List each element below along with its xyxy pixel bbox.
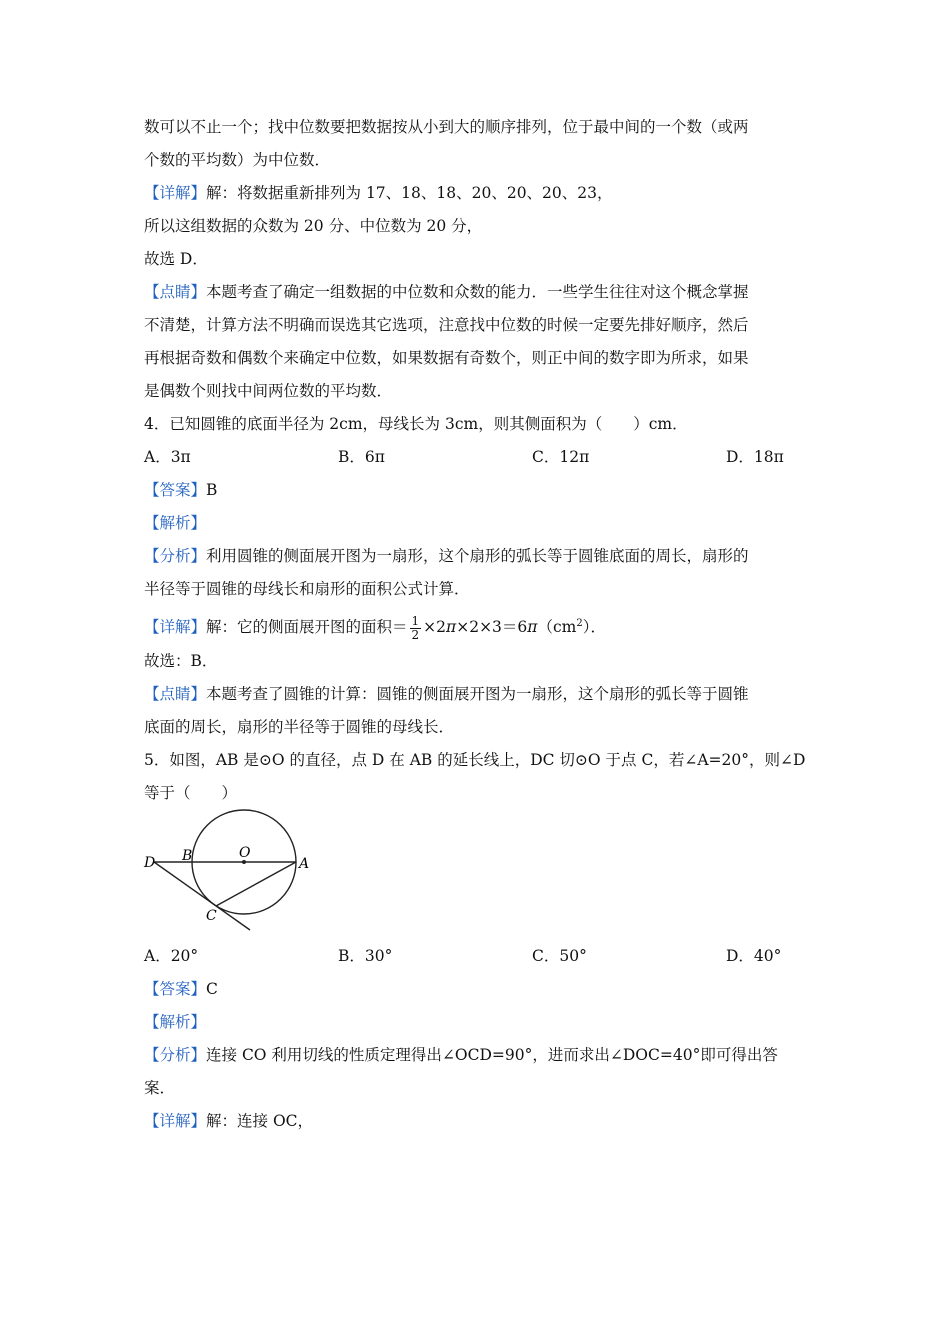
q4-option-c: C．12π xyxy=(532,448,590,466)
text-line: 个数的平均数）为中位数． xyxy=(144,151,331,169)
section-tag: 【详解】 xyxy=(144,618,207,637)
section-tag: 【详解】 xyxy=(144,184,207,202)
chord-ca xyxy=(216,862,296,906)
question-5-stem: 5．如图，AB 是⊙O 的直径，点 D 在 AB 的延长线上，DC 切⊙O 于点 C，若∠A=20°，则∠D xyxy=(144,751,806,769)
text-line: 再根据奇数和偶数个来确定中位数，如果数据有奇数个，则正中间的数字即为所求，如果 xyxy=(144,349,749,367)
question-4-stem: 4．已知圆锥的底面半径为 2cm，母线长为 3cm，则其侧面积为（ ）cm． xyxy=(144,415,688,433)
label-a: A xyxy=(299,856,310,872)
label-c: C xyxy=(206,908,217,924)
fraction: $\frac{1}{2}$ xyxy=(411,613,420,642)
text-line: 是偶数个则找中间两位数的平均数． xyxy=(144,382,393,400)
q4-dianjing: 【点睛】本题考查了圆锥的计算：圆锥的侧面展开图为一扇形，这个扇形的弧长等于圆锥 xyxy=(144,685,749,703)
section-tag: 【分析】 xyxy=(144,1046,207,1064)
q4-answer: 【答案】B xyxy=(144,481,218,499)
q5-option-b: B．30° xyxy=(338,947,393,965)
q4-option-a: A．3π xyxy=(144,448,191,466)
q4-detail: 【详解】解：它的侧面展开图的面积＝ $\frac{1}{2}$ $\times 2\pi\times 2\times 3=6\pi(cm^2)$． xyxy=(144,613,606,642)
label-d: D xyxy=(144,855,156,871)
text-line: 【点睛】本题考查了确定一组数据的中位数和众数的能力．一些学生往往对这个概念掌握 xyxy=(144,283,749,301)
text-line: 【详解】解：将数据重新排列为 17、18、18、20、20、20、23， xyxy=(144,184,613,202)
q5-fenxi: 【分析】连接 CO 利用切线的性质定理得出∠OCD=90°，进而求出∠DOC=40°即可得出答 xyxy=(144,1046,778,1064)
section-tag: 【详解】 xyxy=(144,1112,207,1130)
q4-option-d: D．18π xyxy=(726,448,784,466)
text-line: 故选：B． xyxy=(144,652,218,670)
section-tag: 【点睛】 xyxy=(144,685,207,703)
label-o: O xyxy=(239,845,251,861)
q4-fenxi: 【分析】利用圆锥的侧面展开图为一扇形，这个扇形的弧长等于圆锥底面的周长，扇形的 xyxy=(144,547,749,565)
q5-option-d: D．40° xyxy=(726,947,782,965)
circle-tangent-figure xyxy=(140,808,320,936)
text-line: 故选 D． xyxy=(144,250,208,268)
q5-option-c: C．50° xyxy=(532,947,587,965)
text-line: 底面的周长，扇形的半径等于圆锥的母线长． xyxy=(144,718,455,736)
section-tag: 【答案】 xyxy=(144,980,207,998)
q4-option-b: B．6π xyxy=(338,448,385,466)
text-line: 所以这组数据的众数为 20 分、中位数为 20 分， xyxy=(144,217,483,235)
q4-analysis-tag: 【解析】 xyxy=(144,514,207,532)
q5-answer: 【答案】C xyxy=(144,980,218,998)
section-tag: 【点睛】 xyxy=(144,283,207,301)
q5-detail: 【详解】解：连接 OC， xyxy=(144,1112,314,1130)
label-b: B xyxy=(182,848,193,864)
text-line: 案． xyxy=(144,1079,176,1097)
text-line: 半径等于圆锥的母线长和扇形的面积公式计算． xyxy=(144,580,470,598)
section-tag: 【分析】 xyxy=(144,547,207,565)
q5-option-a: A．20° xyxy=(144,947,199,965)
q5-analysis-tag: 【解析】 xyxy=(144,1013,207,1031)
text-line: 数可以不止一个；找中位数要把数据按从小到大的顺序排列，位于最中间的一个数（或两 xyxy=(144,118,749,136)
text-line: 不清楚，计算方法不明确而误选其它选项，注意找中位数的时候一定要先排好顺序，然后 xyxy=(144,316,749,334)
text-line: 等于（ ） xyxy=(144,784,238,802)
section-tag: 【答案】 xyxy=(144,481,207,499)
